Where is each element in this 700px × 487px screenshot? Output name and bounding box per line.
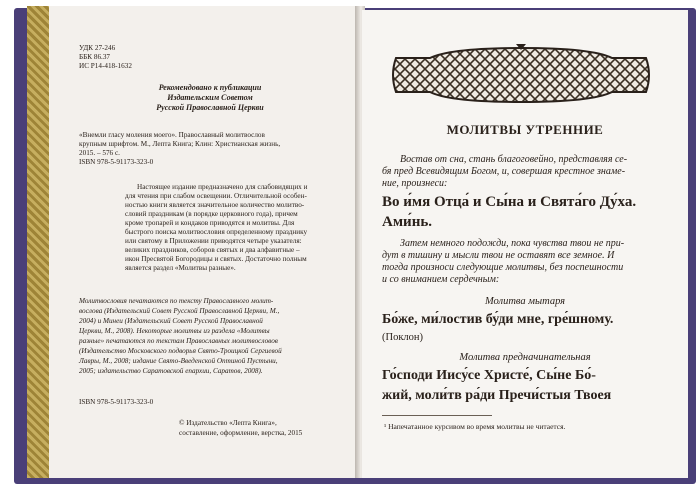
intro-line: ностью книги является значительное количество молитво- (125, 201, 305, 209)
footnote: ¹ Напечатанное курсивом во время молитвы не читается. (384, 422, 566, 431)
rubric-line: ние, произнеси: (382, 178, 448, 189)
sources-line: разные» печатаются по текстам Православных молитвословов (79, 337, 278, 345)
sources-line: Лавры, М., 2008; издание Свято-Введенской Оптиной Пустыни, (79, 357, 278, 365)
right-page (362, 10, 688, 478)
intro-line: для чтения при слабом освещении. Отличительной особен- (125, 192, 307, 200)
biblio-isbn: ISBN 978-5-91173-323-0 (79, 158, 154, 166)
sources-line: вослова (Издательский Совет Русской Православной Церкви, М., (79, 307, 280, 315)
sources-line: Молитвословия печатаются по тексту Православного молит- (79, 297, 274, 305)
recommendation-line: Издательским Советом (167, 93, 253, 102)
is-code: ИС Р14-418-1632 (79, 62, 132, 70)
celtic-ornament (390, 44, 652, 106)
rubric-line: и со вниманием сердечным: (382, 274, 500, 285)
sources-line: 2005; издательство Саратовской епархии, Саратов, 2008). (79, 367, 263, 375)
intro-line: или святому в Приложении приводятся четыре указателя: (125, 237, 302, 245)
bbk-code: ББК 86.37 (79, 53, 111, 61)
left-page (27, 6, 357, 478)
gold-border-ornament (27, 6, 49, 478)
copyright-line: © Издательство «Лепта Книга», (179, 419, 277, 427)
intro-line: является раздел «Молитвы разные». (125, 264, 236, 272)
intro-line: Настоящее издание предназначено для слабовидящих и (137, 183, 308, 191)
footnote-rule (382, 415, 492, 416)
initial-prayer-line: Го́споди Иису́се Христе́, Сы́не Бо́- (382, 368, 596, 383)
intro-line: великих праздников, соборов святых и два алфавитные – (125, 246, 300, 254)
intro-line: икон Пресвятой Богородицы и святых. Достаточно полным (125, 255, 307, 263)
intro-line: словий праздникам (в порядке церковного года), причем (125, 210, 298, 218)
rubric-line: Затем немного подожди, пока чувства твои не при- (400, 238, 625, 249)
sources-line: (Издательство Московского подворья Свято-Троицкой Сергиевой (79, 347, 282, 355)
rubric-line: бя пред Всевидящим Богом, и, совершая крестное знаме- (382, 166, 626, 177)
prayer-amen: Ами́нь. (382, 214, 433, 230)
intro-line: быстрого поиска молитвословия определенному празднику (125, 228, 308, 236)
recommendation-line: Русской Православной Церкви (156, 103, 264, 112)
intro-line: кроме тропарей и кондаков приводятся и молитвы. Для (125, 219, 295, 227)
publican-prayer-text: Бо́же, ми́лостив бу́ди мне, гре́шному. (382, 312, 614, 327)
sources-line: Церкви, М., 2008). Некоторые молитвы из раздела «Молитвы (79, 327, 270, 335)
subtitle-publican-prayer: Молитва мытаря (484, 296, 566, 307)
prayer-in-the-name: Во и́мя Отца́ и Сы́на и Свята́го Ду́ха. (382, 194, 637, 210)
rubric-line: тогда произноси следующие молитвы, без поспешности (382, 262, 624, 273)
recommendation-line: Рекомендовано к публикации (158, 83, 262, 92)
biblio-line: крупным шрифтом. М., Лепта Книга; Клин: Христианская жизнь, (79, 140, 281, 148)
udk-code: УДК 27-246 (79, 44, 116, 52)
rubric-line: Востав от сна, стань благоговейно, представляя се- (400, 154, 628, 165)
initial-prayer-line: жий, моли́тв ра́ди Пречи́стыя Твоея (382, 388, 612, 403)
section-heading: МОЛИТВЫ УТРЕННИЕ (446, 122, 604, 137)
biblio-line: 2015. – 576 с. (79, 149, 120, 157)
subtitle-initial-prayer: Молитва предначинательная (459, 352, 591, 363)
biblio-line: «Внемли гласу моления моего». Православный молитвослов (79, 131, 265, 139)
bow-note: (Поклон) (382, 332, 424, 343)
sources-line: 2004) и Минеи (Издательский Совет Русской Православной (79, 317, 263, 325)
copyright-line: составление, оформление, верстка, 2015 (179, 429, 303, 437)
rubric-line: дут в тишину и мысли твои не оставят все земное. И (382, 250, 615, 261)
isbn-bottom: ISBN 978-5-91173-323-0 (79, 398, 154, 406)
